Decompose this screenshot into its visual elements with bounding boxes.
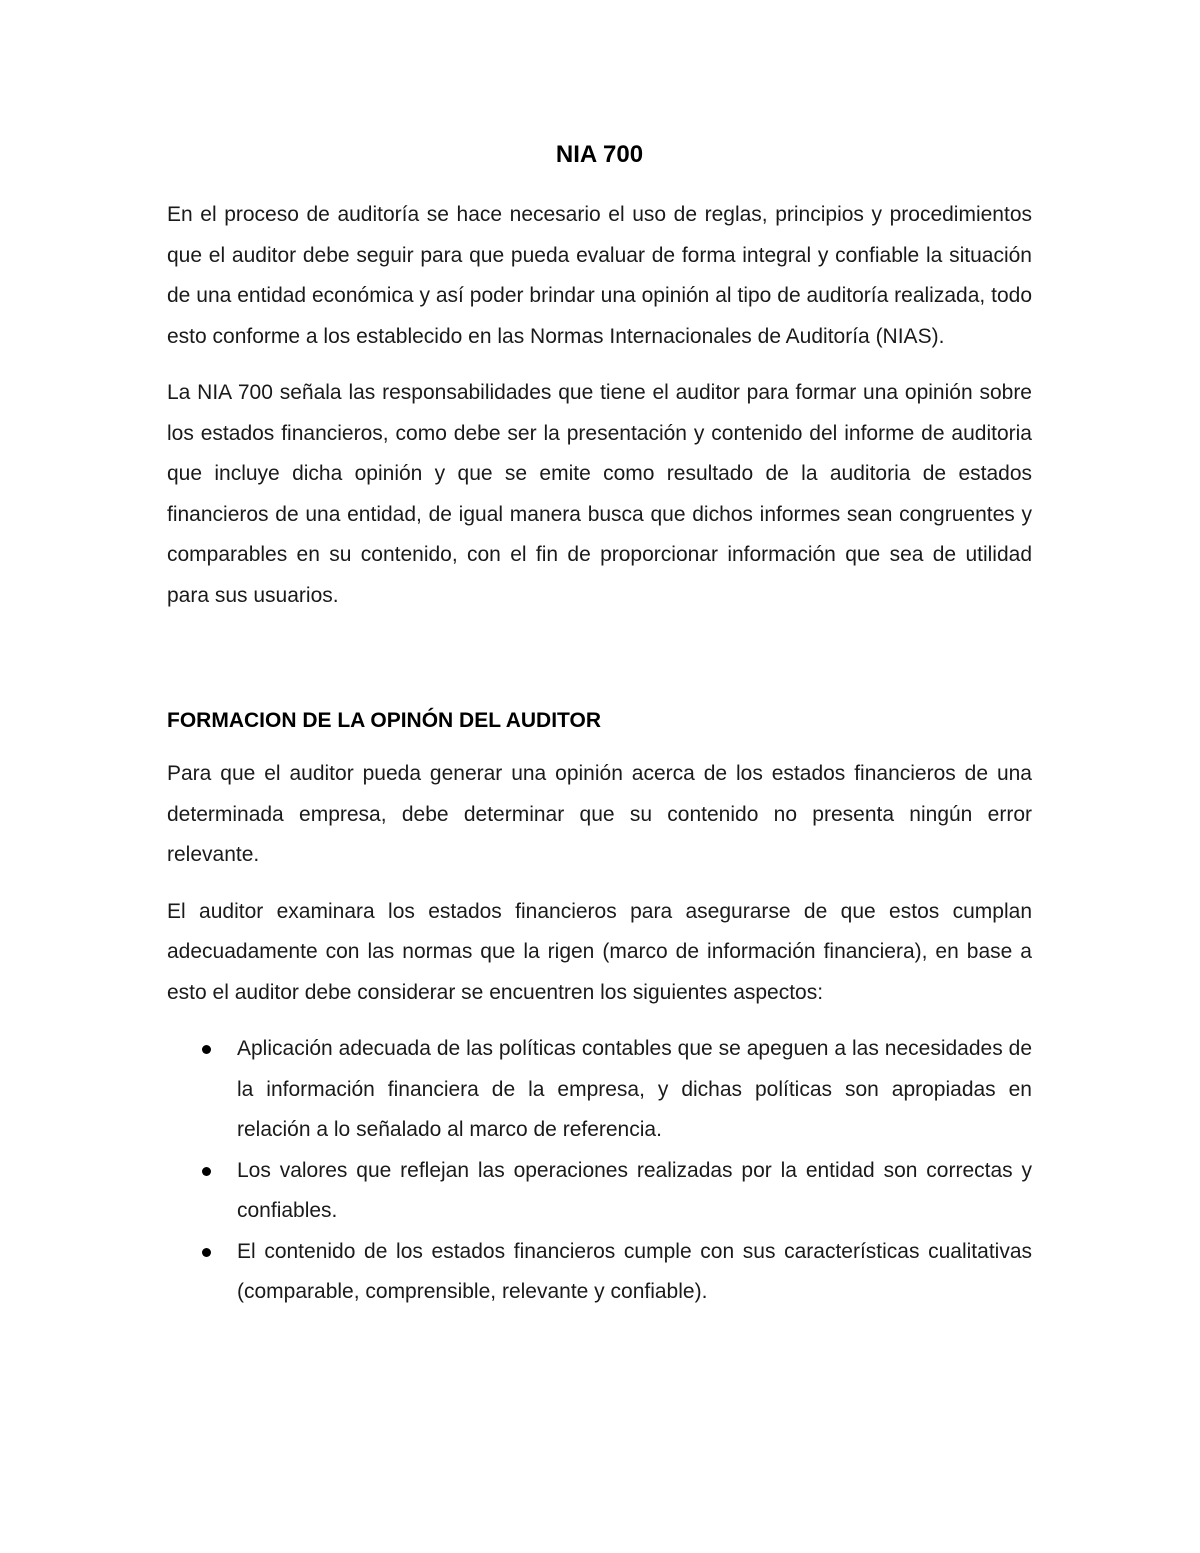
intro-paragraph-2: La NIA 700 señala las responsabilidades que tiene el auditor para formar una opinión sobre los estados financieros, como debe ser la presentación y contenido del informe de auditoria que incluye dicha opinión y que se emite como resultado de la auditoria de estados financieros de una entidad, de igual manera busca que dichos informes sean congruentes y comparables en su contenido, con el fin de proporcionar información que sea de utilidad para sus usuarios. (167, 381, 1032, 607)
section-paragraph-2: El auditor examinara los estados financieros para asegurarse de que estos cumplan adecuadamente con las normas que la rigen (marco de información financiera), en base a esto el auditor debe considerar se encuentren los siguientes aspectos: (167, 899, 1032, 1004)
section-heading: FORMACION DE LA OPINÓN DEL AUDITOR (167, 709, 602, 732)
list-item (167, 1151, 1032, 1232)
document-content (167, 138, 1032, 1313)
bullet-icon (202, 1045, 211, 1054)
list-item (167, 1232, 1032, 1313)
bullet-icon (202, 1167, 211, 1176)
intro-paragraph-1: En el proceso de auditoría se hace necesario el uso de reglas, principios y procedimientos que el auditor debe seguir para que pueda evaluar de forma integral y confiable la situación de una entidad económica y así poder brindar una opinión al tipo de auditoría realizada, todo esto conforme a los establecido en las Normas Internacionales de Auditoría (NIAS). (167, 203, 1032, 348)
section-paragraph-1: Para que el auditor pueda generar una opinión acerca de los estados financieros de una determinada empresa, debe determinar que su contenido no presenta ningún error relevante. (167, 762, 1032, 866)
aspects-list (167, 1029, 1032, 1313)
list-item-text: El contenido de los estados financieros cumple con sus características cualitativas (comparable, comprensible, relevante y confiable). (237, 1239, 1032, 1303)
list-item-text: Los valores que reflejan las operaciones realizadas por la entidad son correctas y confiables. (237, 1158, 1032, 1222)
list-item (167, 1029, 1032, 1151)
document-title: NIA 700 (555, 141, 644, 168)
bullet-icon (202, 1248, 211, 1257)
list-item-text: Aplicación adecuada de las políticas contables que se apeguen a las necesidades de la información financiera de la empresa, y dichas políticas son apropiadas en relación a lo señalado al marco de referencia. (237, 1037, 1032, 1141)
